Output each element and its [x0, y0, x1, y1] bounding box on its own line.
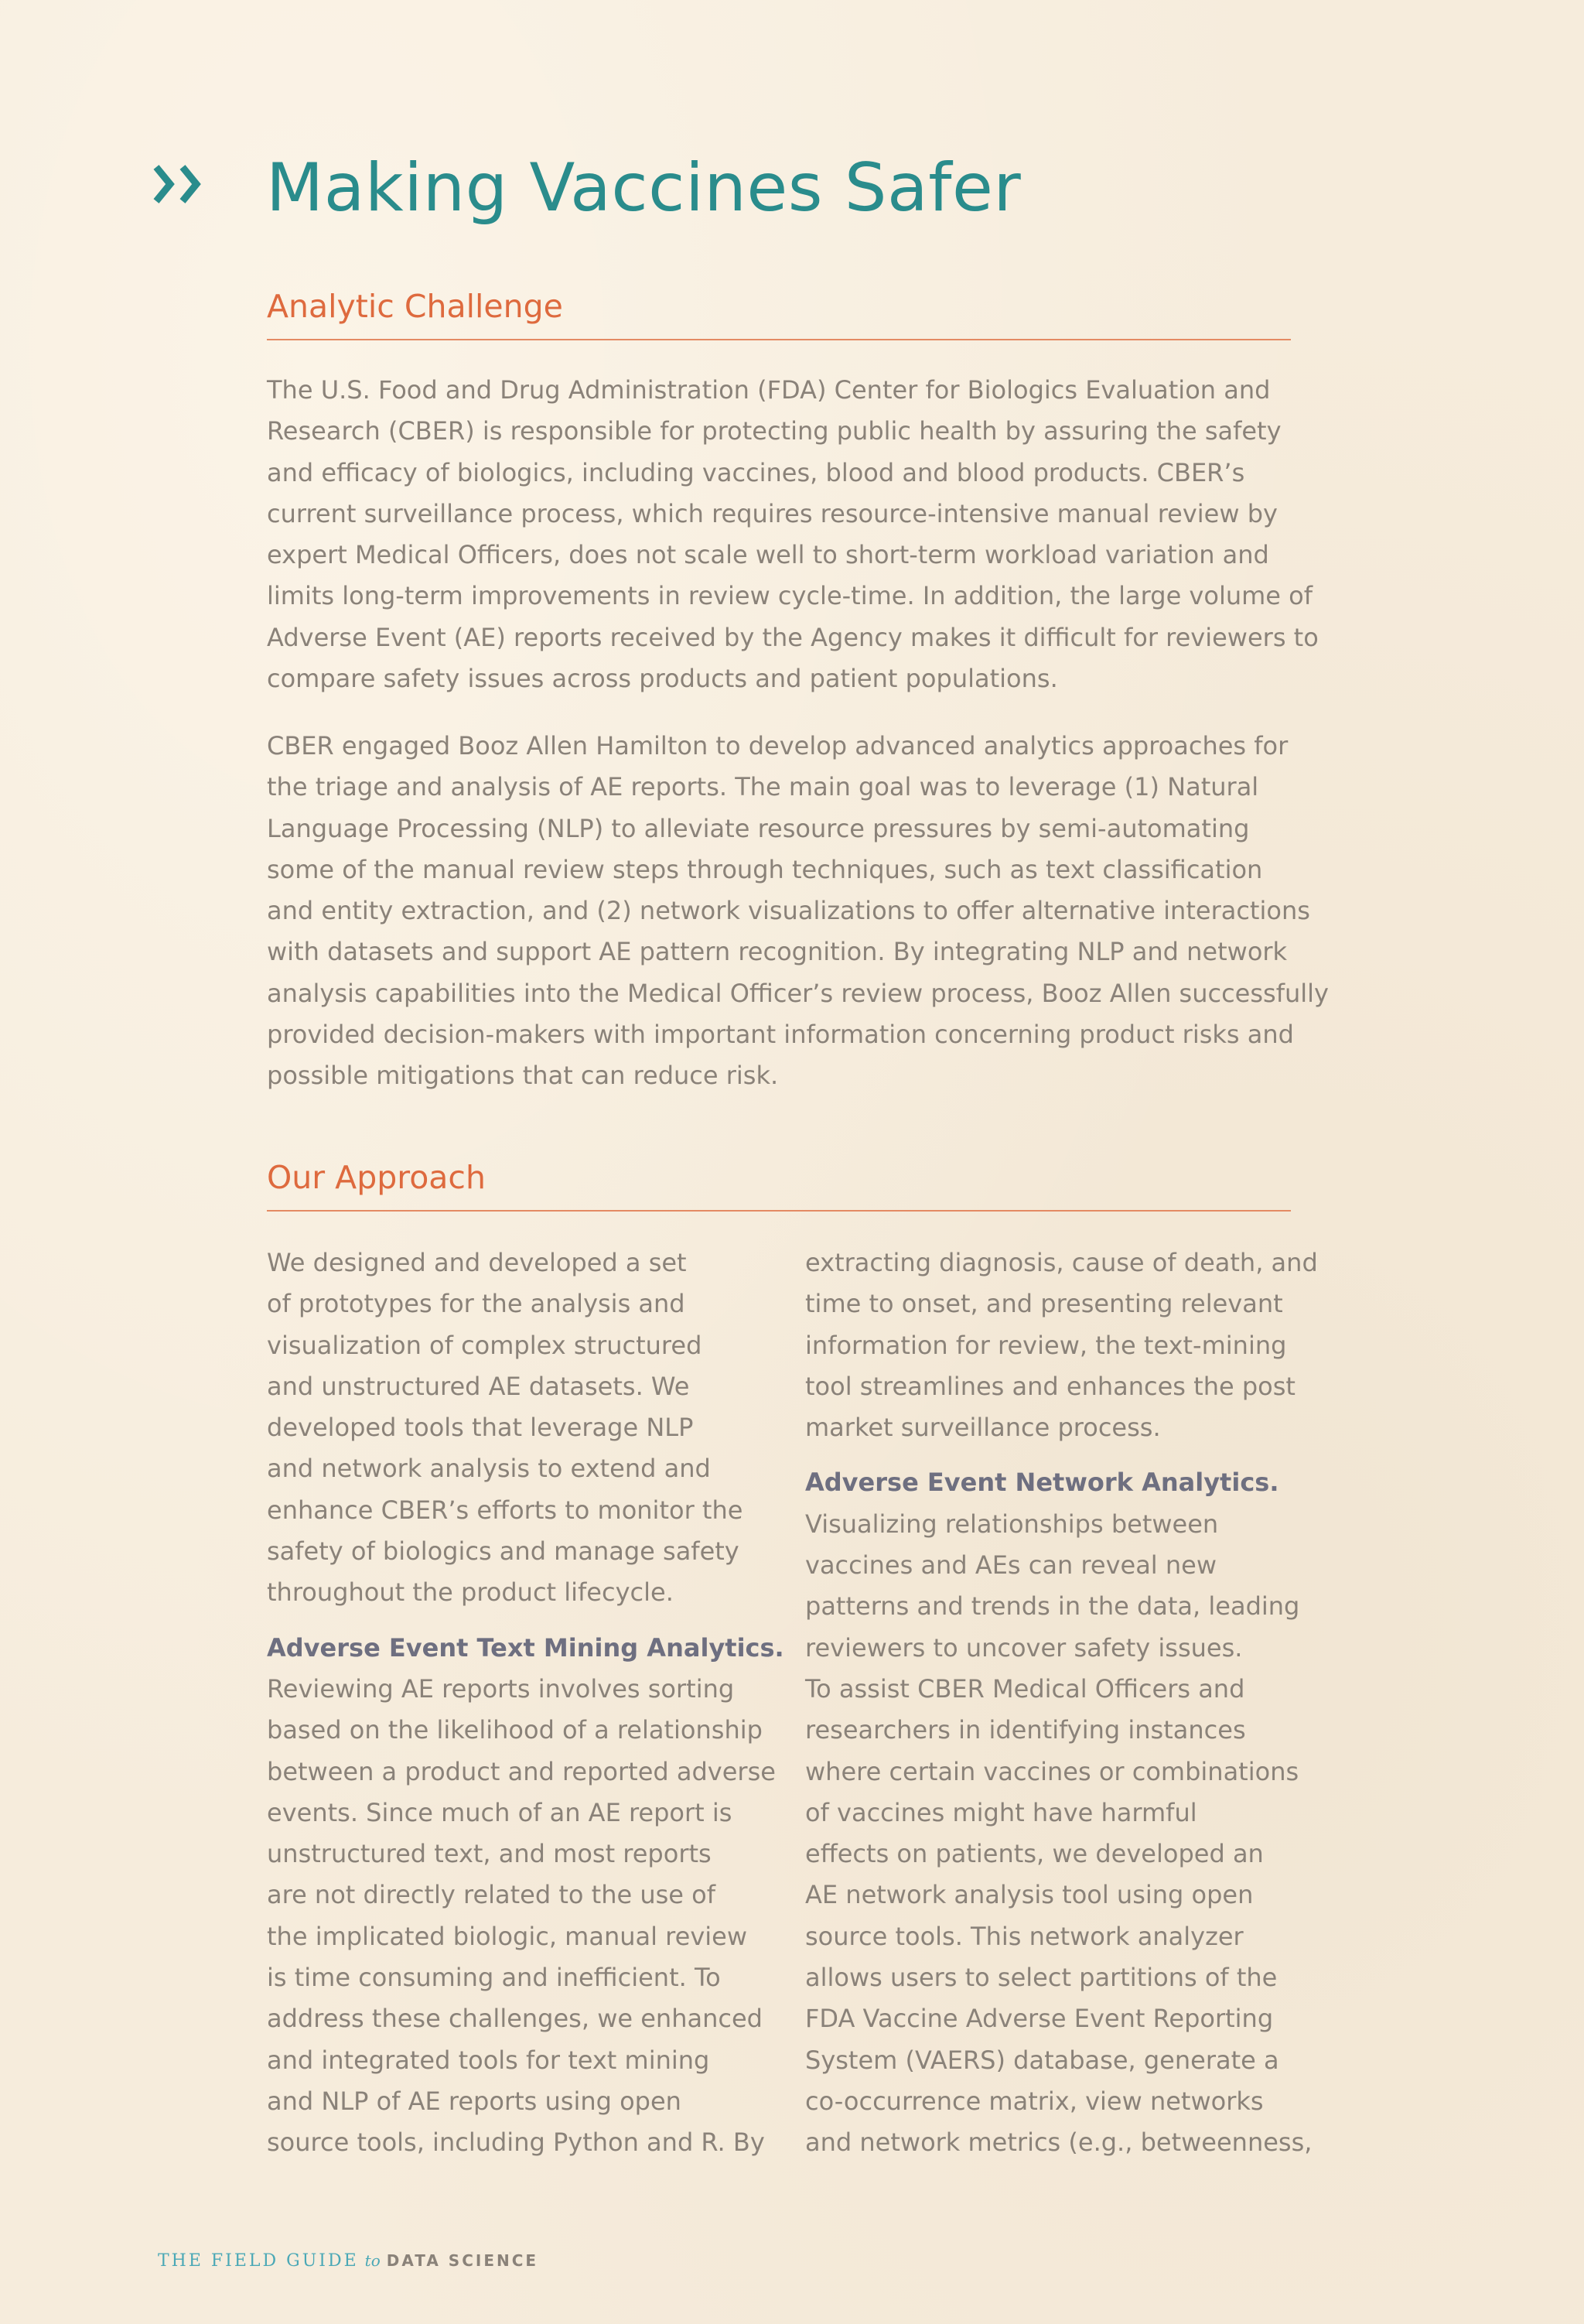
- text-line: extracting diagnosis, cause of death, and: [805, 1248, 1318, 1277]
- text-line: of prototypes for the analysis and: [267, 1289, 685, 1319]
- text-line: between a product and reported adverse: [267, 1756, 776, 1786]
- text-line: Research (CBER) is responsible for protecting public health by assuring the safety: [267, 416, 1282, 446]
- approach-right-column: [805, 1242, 1318, 2164]
- text-line: tool streamlines and enhances the post: [805, 1371, 1296, 1401]
- text-line: current surveillance process, which requires resource-intensive manual review by: [267, 498, 1278, 528]
- text-line: To assist CBER Medical Officers and: [805, 1673, 1245, 1704]
- double-chevron-right-icon: [153, 161, 215, 207]
- text-line: safety of biologics and manage safety: [267, 1536, 739, 1567]
- approach-left-column: [267, 1242, 784, 2164]
- text-line: some of the manual review steps through techniques, such as text classification: [267, 854, 1263, 884]
- text-line: based on the likelihood of a relationship: [267, 1715, 763, 1745]
- paragraph-approach-intro: [267, 1242, 762, 1614]
- text-line: Language Processing (NLP) to alleviate resource pressures by semi-automating: [267, 813, 1250, 843]
- text-line: reviewers to uncover safety issues.: [805, 1632, 1243, 1663]
- text-line: and network analysis to extend and: [267, 1454, 711, 1484]
- section-heading-our-approach: Our Approach: [267, 1156, 1291, 1212]
- text-line: possible mitigations that can reduce risk.: [267, 1061, 779, 1091]
- text-line: unstructured text, and most reports: [267, 1839, 712, 1869]
- text-line: and network metrics (e.g., betweenness,: [805, 2127, 1313, 2158]
- section-heading-analytic-challenge: Analytic Challenge: [267, 285, 1291, 340]
- text-line: co-occurrence matrix, view networks: [805, 2086, 1264, 2116]
- text-line: enhance CBER’s efforts to monitor the: [267, 1495, 743, 1525]
- text-line: market surveillance process.: [805, 1413, 1161, 1443]
- text-line: information for review, the text-mining: [805, 1330, 1287, 1360]
- text-line: CBER engaged Booz Allen Hamilton to develop advanced analytics approaches for: [267, 731, 1289, 760]
- text-line: limits long-term improvements in review cycle-time. In addition, the large volume of: [267, 581, 1313, 611]
- text-line: and efficacy of biologics, including vaccines, blood and blood products. CBER’s: [267, 457, 1245, 487]
- paragraph-analytic-challenge-2: [267, 726, 1350, 1097]
- text-line: and NLP of AE reports using open: [267, 2086, 681, 2116]
- text-line: developed tools that leverage NLP: [267, 1413, 694, 1443]
- text-line: of vaccines might have harmful: [805, 1797, 1197, 1827]
- footer-title-part1: THE FIELD GUIDE: [158, 2251, 359, 2271]
- footer: [158, 2251, 538, 2271]
- text-line: allows users to select partitions of the: [805, 1963, 1278, 1993]
- text-line: FDA Vaccine Adverse Event Reporting: [805, 2004, 1274, 2034]
- text-line: and unstructured AE datasets. We: [267, 1371, 690, 1401]
- footer-title-part2: to: [364, 2251, 381, 2270]
- text-line: and entity extraction, and (2) network visualizations to offer alternative interactions: [267, 896, 1310, 926]
- text-line: the triage and analysis of AE reports. The main goal was to leverage (1) Natural: [267, 772, 1259, 802]
- text-line: The U.S. Food and Drug Administration (FDA) Center for Biologics Evaluation and: [267, 375, 1271, 405]
- text-line: with datasets and support AE pattern recognition. By integrating NLP and network: [267, 937, 1288, 967]
- text-line: vaccines and AEs can reveal new: [805, 1550, 1217, 1581]
- text-line: researchers in identifying instances: [805, 1715, 1246, 1745]
- paragraph-text-mining-continued: [805, 1242, 1318, 1448]
- text-line: where certain vaccines or combinations: [805, 1756, 1299, 1786]
- text-line: provided decision-makers with important information concerning product risks and: [267, 1020, 1294, 1050]
- text-line: Adverse Event (AE) reports received by the Agency makes it difficult for reviewers to: [267, 622, 1319, 652]
- text-line: AE network analysis tool using open: [805, 1880, 1254, 1910]
- text-line: are not directly related to the use of: [267, 1880, 715, 1910]
- subheading-network-analytics: Adverse Event Network Analytics.: [805, 1468, 1279, 1498]
- text-line: visualization of complex structured: [267, 1330, 702, 1360]
- text-line: compare safety issues across products and patient populations.: [267, 664, 1058, 694]
- text-line: time to onset, and presenting relevant: [805, 1289, 1283, 1319]
- footer-title-part3: DATA SCIENCE: [386, 2251, 539, 2270]
- subheading-text-mining: Adverse Event Text Mining Analytics.: [267, 1632, 784, 1663]
- text-line: analysis capabilities into the Medical Officer’s review process, Booz Allen successfully: [267, 978, 1329, 1008]
- text-line: We designed and developed a set: [267, 1248, 687, 1277]
- text-line: source tools, including Python and R. By: [267, 2127, 765, 2158]
- text-line: the implicated biologic, manual review: [267, 1921, 747, 1951]
- text-line: expert Medical Officers, does not scale well to short-term workload variation and: [267, 540, 1269, 570]
- text-line: address these challenges, we enhanced: [267, 2004, 763, 2034]
- text-line: patterns and trends in the data, leading: [805, 1591, 1300, 1622]
- text-line: Visualizing relationships between: [805, 1509, 1219, 1539]
- text-line: Reviewing AE reports involves sorting: [267, 1673, 735, 1704]
- text-line: effects on patients, we developed an: [805, 1839, 1264, 1869]
- text-line: and integrated tools for text mining: [267, 2045, 710, 2075]
- text-line: events. Since much of an AE report is: [267, 1797, 732, 1827]
- paragraph-analytic-challenge-1: [267, 370, 1350, 699]
- page-title: Making Vaccines Safer: [266, 149, 1022, 227]
- text-line: is time consuming and inefficient. To: [267, 1963, 721, 1993]
- text-line: throughout the product lifecycle.: [267, 1577, 674, 1608]
- paragraph-network-analytics: [805, 1504, 1313, 2164]
- text-line: System (VAERS) database, generate a: [805, 2045, 1279, 2075]
- paragraph-text-mining: [267, 1669, 776, 2164]
- text-line: source tools. This network analyzer: [805, 1921, 1244, 1951]
